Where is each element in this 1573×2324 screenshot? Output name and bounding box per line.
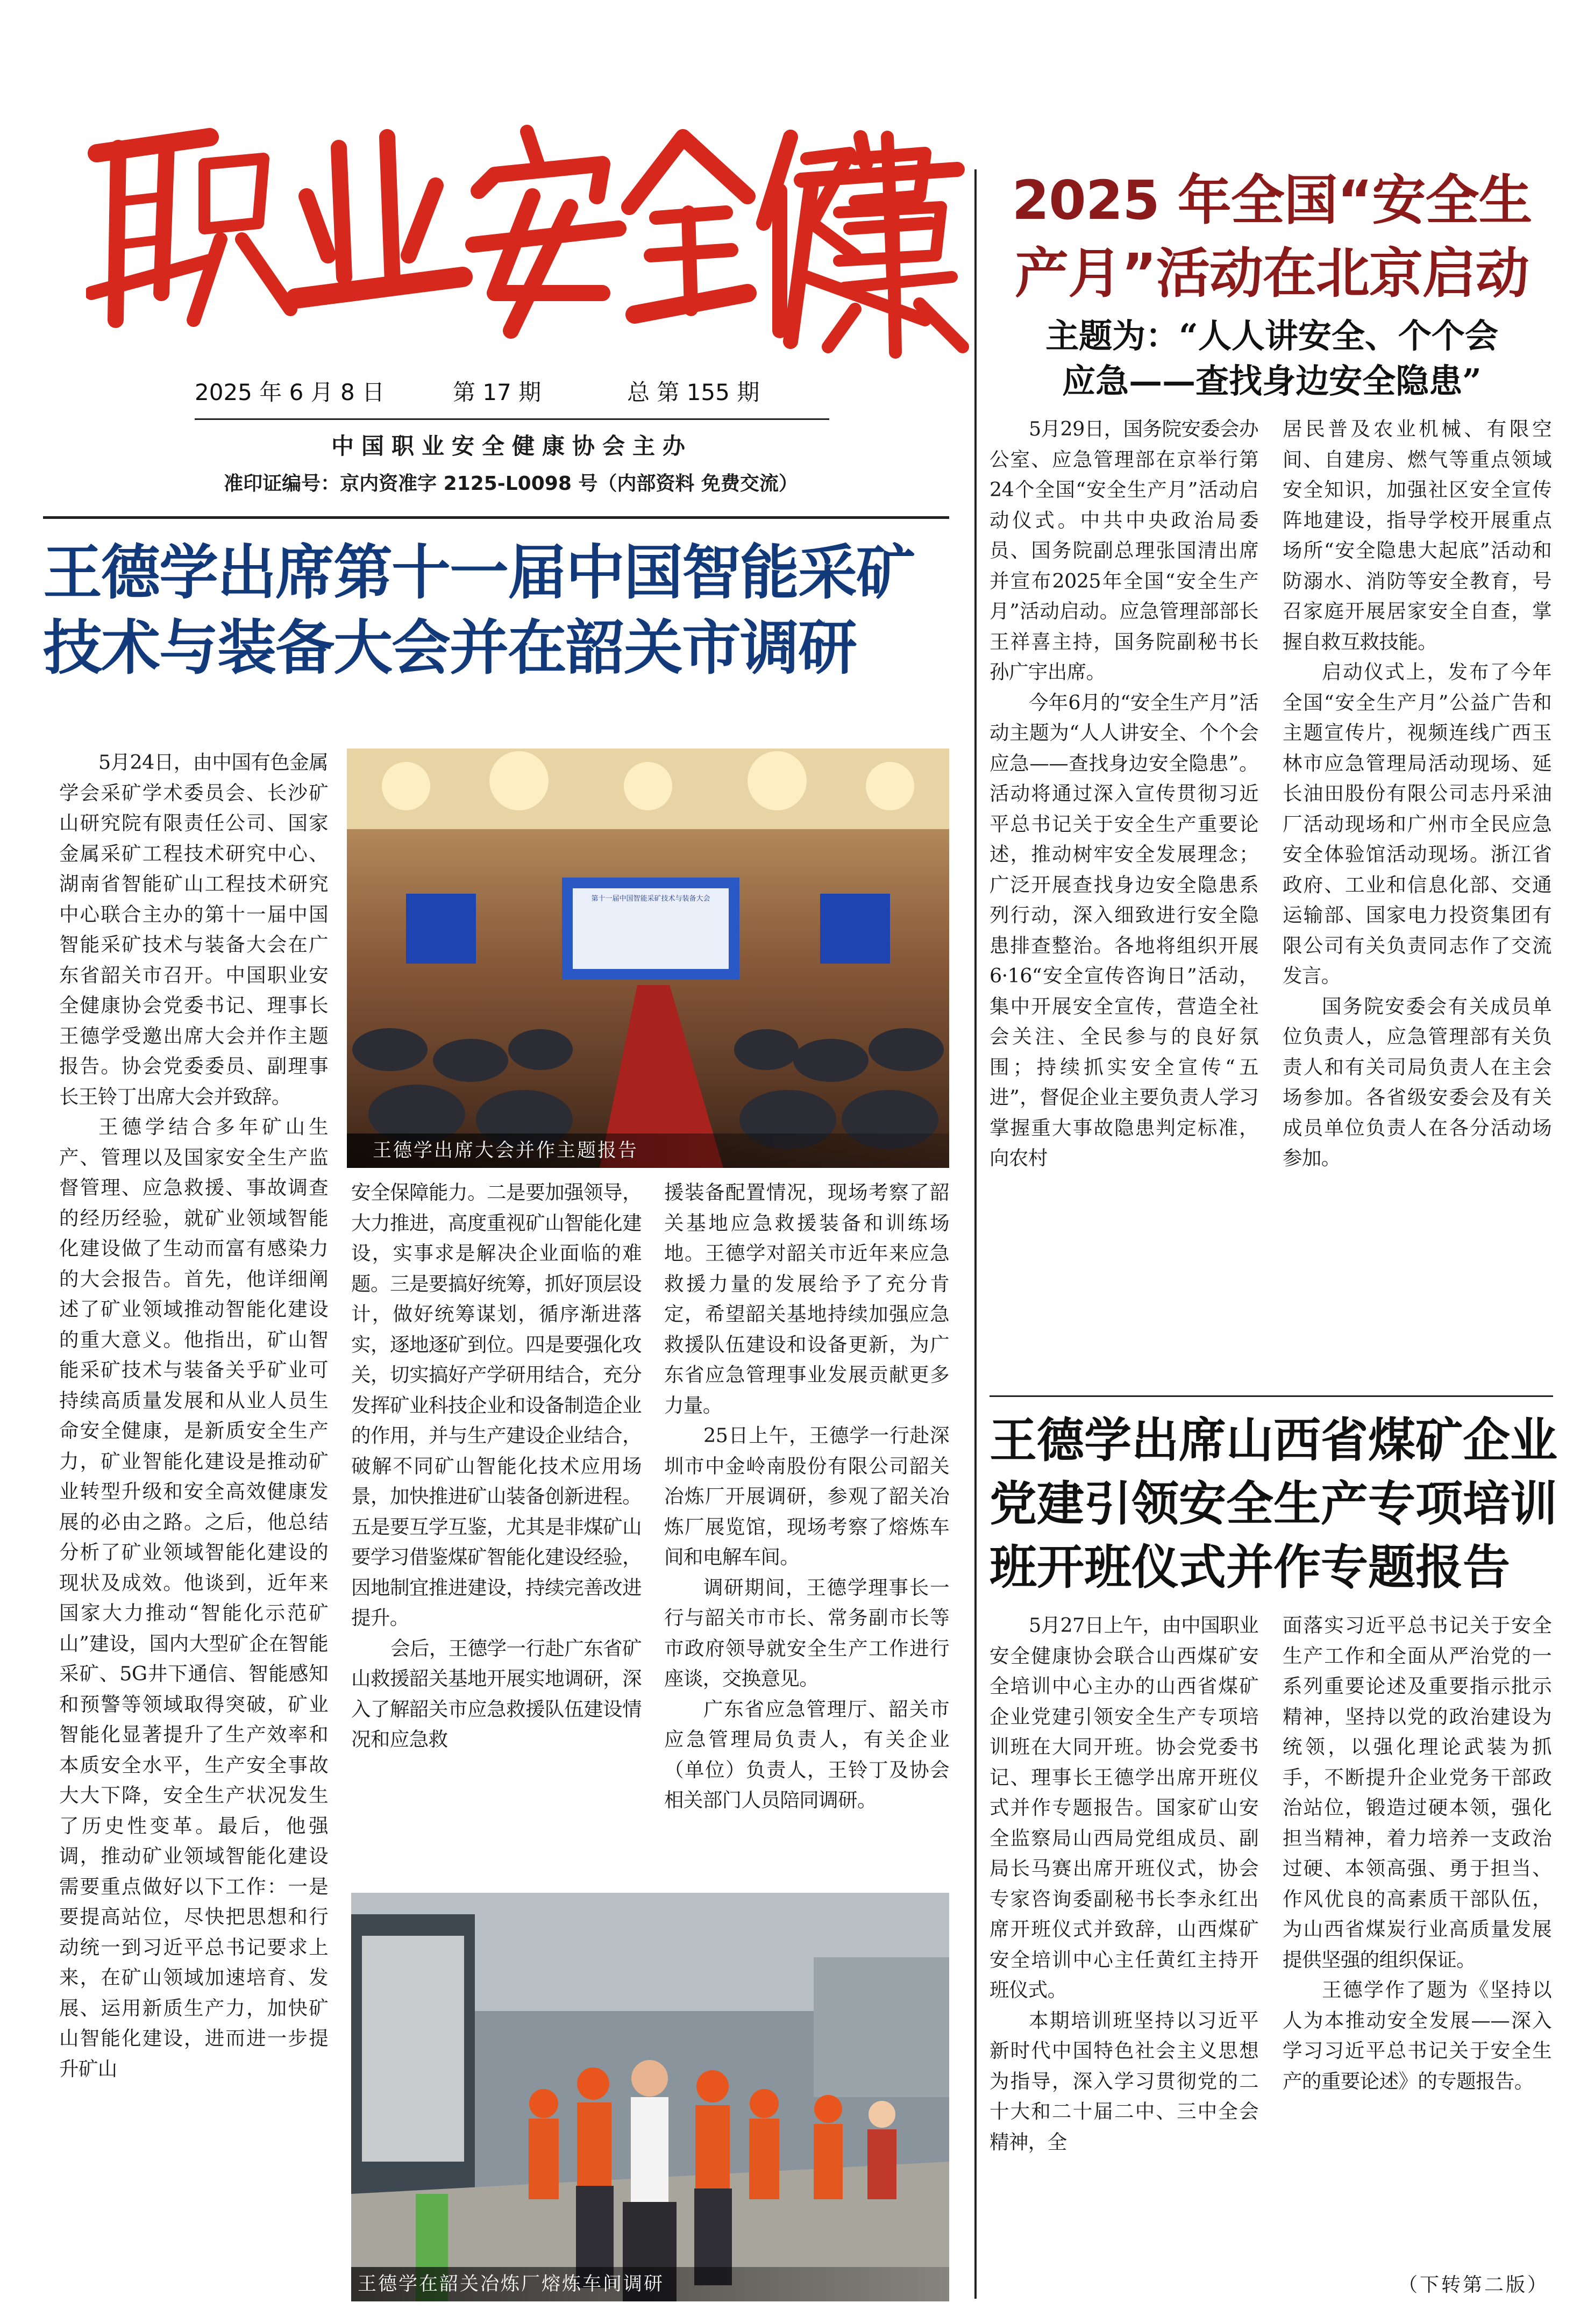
continued-note: （下转第二版） [1398, 2274, 1549, 2296]
safety-month-headline-line2: 产月”活动在北京启动 [1015, 242, 1529, 305]
shanxi-headline-line1: 王德学出席山西省煤矿企业 [990, 1413, 1558, 1468]
shanxi-column-b [1283, 1610, 1551, 2269]
factory-photo [351, 1893, 949, 2301]
total-issue-number: 总 第 155 期 [627, 379, 760, 405]
permit-line: 准印证编号：京内资准字 2125-L0098 号（内部资料 免费交流） [224, 473, 798, 495]
main-headline-line2: 技术与装备大会并在韶关市调研 [43, 614, 856, 682]
smelter-workshop-illustration [351, 1893, 949, 2301]
issue-date: 2025 年 6 月 8 日 [195, 379, 385, 405]
issue-info-row [195, 376, 829, 409]
shanxi-column-a [990, 1610, 1258, 2304]
main-article-column-3 [664, 1178, 949, 1855]
main-article-column-2 [351, 1178, 642, 1855]
masthead [32, 0, 957, 516]
conference-hall-illustration [347, 748, 949, 1168]
safety-month-paragraph: 居民普及农业机械、有限空间、自建房、燃气等重点领域安全知识，加强社区安全宣传阵地建设，指导学校开展重点场所“安全隐患大起底”活动和防溺水、消防等安全教育，号召家庭开展居家安全自查，掌握自救互救技能。 [1283, 417, 1551, 653]
conference-screen-text: 第十一届中国智能采矿技术与装备大会 [591, 895, 710, 903]
right-vertical-rule [974, 169, 977, 2299]
conference-photo [347, 748, 949, 1168]
photo-caption: 王德学在韶关冶炼厂熔炼车间调研 [351, 2267, 949, 2301]
main-paragraph: 王德学结合多年矿山生产、管理以及国家安全生产监督管理、应急救援、事故调查的经历经验，就矿业领域智能化建设做了生动而富有感染力的大会报告。首先，他详细阐述了矿业领域推动智能化建设的重大意义。他指出，矿山智能采矿技术与装备关乎矿业可持续高质量发展和从业人员生命安全健康，是新质安全生产力，矿业智能化建设是推动矿业转型升级和安全高效健康发展的必由之路。之后，他总结分析了矿业领域智能化建设的现状及成效。他谈到，近年来国家大力推动“智能化示范矿山”建设，国内大型矿企在智能采矿、5G井下通信、智能感知和预警等领域取得突破，矿业智能化显著提升了生产效率和本质安全水平，生产安全事故大大下降，安全生产状况发生了历史性变革。最后，他强调，推动矿业领域智能化建设需要重点做好以下工作：一是要提高站位，尽快把思想和行动统一到习近平总书记要求上来，在矿山领域加速培育、发展、运用新质生产力，加快矿山智能化建设，进而进一步提升矿山 [59, 1115, 328, 2080]
main-paragraph: 调研期间，王德学理事长一行与韶关市市长、常务副市长等市政府领导就安全生产工作进行座谈，交换意见。 [664, 1576, 949, 1690]
safety-month-column-a [990, 414, 1258, 1382]
masthead-calligraphy-tail [780, 126, 973, 363]
main-paragraph: 会后，王德学一行赴广东省矿山救援韶关基地开展实地调研，深入了解韶关市应急救援队伍建设情况和应急救 [351, 1636, 642, 1751]
main-top-rule [43, 516, 949, 519]
masthead-title-text [32, 0, 33, 1]
safety-month-paragraph: 今年6月的“安全生产月”活动主题为“人人讲安全、个个会应急——查找身边安全隐患”。活动将通过深入宣传贯彻习近平总书记关于安全生产重要论述，推动树牢安全发展理念；广泛开展查找身边安全隐患系列行动，深入细致进行安全隐患排查整治。各地将组织开展6·16“安全宣传咨询日”活动，集中开展安全宣传，营造全社会关注、全民参与的良好氛围；持续抓实安全宣传“五进”，督促企业主要负责人学习掌握重大事故隐患判定标准，向农村 [990, 690, 1258, 1170]
right-section-divider [990, 1395, 1553, 1397]
main-paragraph: 25日上午，王德学一行赴深圳市中金岭南股份有限公司韶关冶炼厂开展调研，参观了韶关冶炼厂展览馆，现场考察了熔炼车间和电解车间。 [664, 1424, 949, 1569]
safety-month-paragraph: 5月29日，国务院安委会办公室、应急管理部在京举行第24个全国“安全生产月”活动启动仪式。中共中央政治局委员、国务院副总理张国清出席并宣布2025年全国“安全生产月”活动启动。应急管理部部长王祥喜主持，国务院副秘书长孙广宇出席。 [990, 417, 1258, 683]
main-headline-line1: 王德学出席第十一届中国智能采矿 [43, 538, 914, 607]
main-article-headline [43, 535, 957, 686]
main-paragraph: 安全保障能力。二是要加强领导，大力推进，高度重视矿山智能化建设，实事求是解决企业面临的难题。三是要搞好统筹，抓好顶层设计，做好统筹谋划，循序渐进落实，逐地逐矿到位。四是要强化攻关，切实搞好产学研用结合，充分发挥矿业科技企业和设备制造企业的作用，并与生产建设企业结合，破解不同矿山智能化技术应用场景，加快推进矿山装备创新进程。五是要互学互鉴，尤其是非煤矿山要学习借鉴煤矿智能化建设经验，因地制宜推进建设，持续完善改进提升。 [351, 1181, 642, 1629]
shanxi-paragraph: 5月27日上午，由中国职业安全健康协会联合山西煤矿安全培训中心主办的山西省煤矿企业党建引领安全生产专项培训班在大同开班。协会党委书记、理事长王德学出席开班仪式并作专题报告。国家矿山安全监察局山西局党组成员、副局长马赛出席开班仪式，协会专家咨询委副秘书长李永红出席开班仪式并致辞，山西煤矿安全培训中心主任黄红主持开班仪式。 [990, 1614, 1258, 2001]
main-paragraph: 5月24日，由中国有色金属学会采矿学术委员会、长沙矿山研究院有限责任公司、国家金属采矿工程技术研究中心、湖南省智能矿山工程技术研究中心联合主办的第十一届中国智能采矿技术与装备大会在广东省韶关市召开。中国职业安全健康协会党委书记、理事长王德学受邀出席大会并作主题报告。协会党委委员、副理事长王铃丁出席大会并致辞。 [59, 751, 328, 1108]
shanxi-paragraph: 本期培训班坚持以习近平新时代中国特色社会主义思想为指导，深入学习贯彻党的二十大和二十届二中、三中全会精神，全 [990, 2008, 1258, 2154]
safety-month-column-b [1283, 414, 1551, 1382]
main-article-column-1 [59, 747, 328, 2301]
safety-month-paragraph: 启动仪式上，发布了今年全国“安全生产月”公益广告和主题宣传片，视频连线广西玉林市应急管理局活动现场、延长油田股份有限公司志丹采油厂活动现场和广州市全民应急安全体验馆活动现场。浙江省政府、工业和信息化部、交通运输部、国家电力投资集团有限公司有关负责同志作了交流发言。 [1283, 660, 1551, 987]
main-paragraph: 广东省应急管理厅、韶关市应急管理局负责人，有关企业（单位）负责人，王铃丁及协会相关部门人员陪同调研。 [664, 1697, 949, 1812]
shanxi-headline-line2: 党建引领安全生产专项培训 [990, 1476, 1558, 1531]
safety-month-paragraph: 国务院安委会有关成员单位负责人，应急管理部有关负责人和有关司局负责人在主会场参加。各省级安委会及有关成员单位负责人在各分活动场参加。 [1283, 994, 1551, 1170]
main-paragraph: 援装备配置情况，现场考察了韶关基地应急救援装备和训练场地。王德学对韶关市近年来应急救援力量的发展给予了充分肯定，希望韶关基地持续加强应急救援队伍建设和设备更新，为广东省应急管理事业发展贡献更多力量。 [664, 1181, 949, 1417]
calligraphy-kang-strokes [780, 126, 973, 363]
masthead-rule [195, 418, 829, 420]
shanxi-headline-line3: 班开班仪式并作专题报告 [990, 1539, 1511, 1595]
safety-month-headline [990, 164, 1554, 404]
sponsor-line: 中国职业安全健康协会主办 [331, 433, 693, 459]
shanxi-paragraph: 王德学作了题为《坚持以人为本推动安全发展——深入学习习近平总书记关于安全生产的重要论述》的专题报告。 [1283, 1978, 1551, 2093]
issue-number: 第 17 期 [453, 379, 542, 405]
shanxi-training-headline [990, 1409, 1560, 1599]
photo-caption: 王德学出席大会并作主题报告 [347, 1134, 949, 1168]
safety-month-subhead-line2: 应急——查找身边安全隐患” [1062, 361, 1482, 401]
shanxi-paragraph: 面落实习近平总书记关于安全生产工作和全面从严治党的一系列重要论述及重要指示批示精神，坚持以党的政治建设为统领，以强化理论武装为抓手，不断提升企业党务干部政治站位，锻造过硬本领，强化担当精神，着力培养一支政治过硬、本领高强、勇于担当、作风优良的高素质干部队伍，为山西省煤炭行业高质量发展提供坚强的组织保证。 [1283, 1614, 1551, 1971]
safety-month-headline-line1: 2025 年全国“安全生 [1012, 169, 1532, 232]
safety-month-subhead-line1: 主题为：“人人讲安全、个个会 [1045, 316, 1498, 355]
